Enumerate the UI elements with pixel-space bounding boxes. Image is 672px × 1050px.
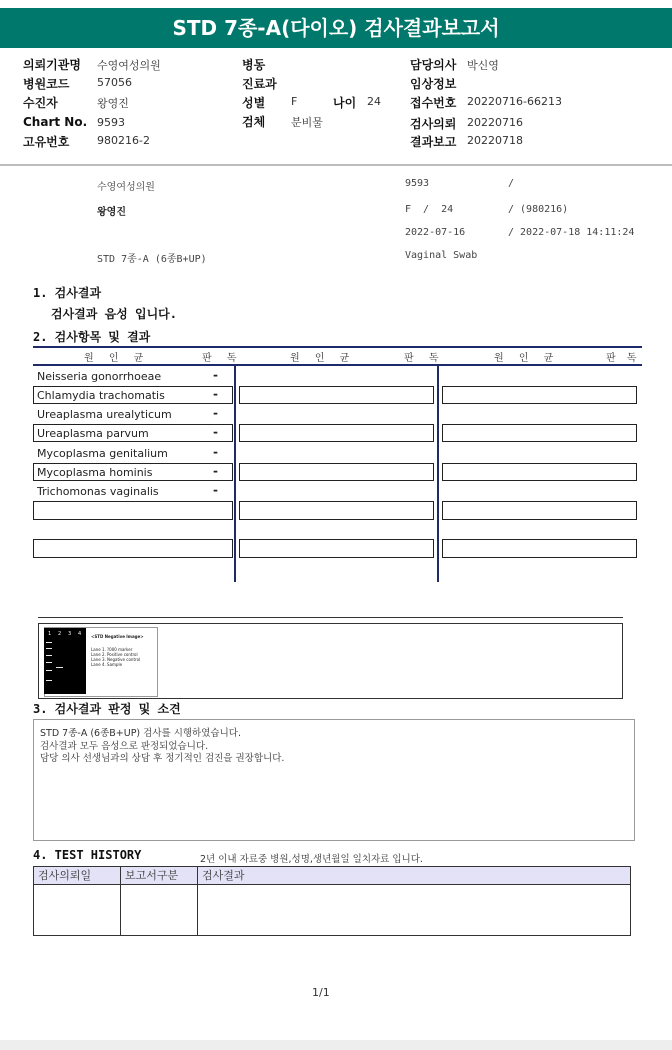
label-hospital-code: 병원코드 [23,77,70,91]
summary-reported: / 2022-07-18 14:11:24 [508,227,635,238]
organism-name: Mycoplasma genitalium [37,447,168,460]
section1-result: 검사결과 음성 입니다. [51,307,178,321]
organism-result: - [213,464,218,478]
label-receipt-no: 접수번호 [410,96,457,110]
value-hospital-code: 57056 [97,76,132,89]
organism-name: Chlamydia trachomatis [37,389,165,402]
history-table [33,866,631,936]
label-chart-no: Chart No. [23,115,88,129]
gel-band [56,667,63,668]
col-header-organism-1: 원 인 균 [84,353,150,364]
summary-id-code: / (980216) [508,204,569,215]
page-number: 1/1 [312,986,330,999]
report-title: STD 7종-A(다이오) 검사결과보고서 [0,8,672,48]
label-sex: 성별 [242,96,266,110]
results-table-top-rule [33,346,642,348]
organism-name: Mycoplasma hominis [37,466,153,479]
section4-title: 4. TEST HISTORY [33,848,142,862]
label-department: 진료과 [242,77,277,91]
result-box [33,539,233,558]
gel-lane-desc: Lane 4. Sample [91,662,123,667]
label-unique-no: 고유번호 [23,135,70,149]
value-patient: 왕영진 [97,97,129,110]
label-age: 나이 [333,96,357,110]
organism-result: - [213,483,218,497]
section3-title: 3. 검사결과 판정 및 소견 [33,702,181,716]
label-report-date: 결과보고 [410,135,457,149]
gel-band [46,655,52,656]
value-report-date: 20220718 [467,134,523,147]
lane-number: 1 [48,631,52,637]
results-col-divider-1 [234,364,236,582]
result-box [442,463,637,481]
summary-test-name: STD 7종-A (6종B+UP) [97,254,207,265]
history-col-request-date: 검사의뢰일 [33,866,121,885]
value-specimen: 분비물 [291,116,323,129]
col-header-result-2: 판 독 [404,353,445,364]
lane-number: 4 [78,631,82,637]
label-clinical-info: 임상정보 [410,77,457,91]
history-note: 2년 이내 자료중 병원,성명,생년월일 일치자료 입니다. [200,854,423,865]
organism-result: - [213,368,218,382]
summary-specimen: Vaginal Swab [405,250,478,261]
value-age: 24 [367,95,381,108]
label-request-date: 검사의뢰 [410,117,457,131]
label-ward: 병동 [242,58,266,72]
summary-patient: 왕영진 [97,207,126,218]
gel-band [46,670,52,671]
col-header-organism-2: 원 인 균 [290,353,356,364]
organism-result: - [213,445,218,459]
result-box [442,424,637,442]
header-divider [0,164,672,166]
result-box [442,501,637,520]
opinion-line: 담당 의사 선생님과의 상담 후 정기적인 검진을 권장합니다. [40,753,285,764]
result-box [239,539,434,558]
result-box [239,463,434,481]
organism-name: Neisseria gonorrhoeae [37,370,162,383]
value-institution: 수영여성의원 [97,59,161,72]
gel-band [46,680,52,681]
organism-name: Ureaplasma parvum [37,427,149,440]
value-doctor: 박신영 [467,59,499,72]
col-header-result-3: 판 독 [606,353,641,364]
organism-result: - [213,387,218,401]
result-box [442,386,637,404]
summary-slash: / [508,178,515,189]
organism-result: - [213,425,218,439]
value-unique-no: 980216-2 [97,134,150,147]
organism-name: Trichomonas vaginalis [37,485,159,498]
label-doctor: 담당의사 [410,58,457,72]
gel-lane-desc: Lane 2. Positive control [91,652,138,657]
header-info [0,52,672,162]
gel-lanes [44,628,86,694]
history-cell [33,884,121,936]
value-receipt-no: 20220716-66213 [467,95,562,108]
section2-title: 2. 검사항목 및 결과 [33,330,151,344]
col-header-result-1: 판 독 [202,353,243,364]
image-panel-rule [38,617,623,618]
gel-lane-desc: Lane 1. ?000 marker [91,647,133,652]
label-patient: 수진자 [23,96,58,110]
result-box [239,424,434,442]
value-request-date: 20220716 [467,116,523,129]
gel-title: <STD Negative Image> [91,634,144,639]
summary-chart: 9593 [405,178,430,189]
lane-number: 2 [58,631,62,637]
organism-name: Ureaplasma urealyticum [37,408,172,421]
summary-received: 2022-07-16 [405,227,466,238]
history-col-report-type: 보고서구분 [120,866,198,885]
result-box [239,386,434,404]
gel-band [46,642,52,643]
results-table-header-rule [33,364,642,366]
label-institution: 의뢰기관명 [23,58,81,72]
result-box [33,501,233,520]
opinion-line: 검사결과 모두 음성으로 판정되었습니다. [40,741,209,752]
page-footer-bar [0,1040,672,1050]
lane-number: 3 [68,631,72,637]
opinion-line: STD 7종-A (6종B+UP) 검사를 시행하였습니다. [40,728,241,739]
summary-sex-age: F / 24 [405,204,454,215]
gel-band [46,648,52,649]
col-header-organism-3: 원 인 균 [494,353,560,364]
gel-band [46,662,52,663]
value-chart-no: 9593 [97,116,125,129]
gel-lane-desc: Lane 3. Negative control [91,657,141,662]
label-specimen: 검체 [242,115,266,129]
history-cell [120,884,198,936]
results-col-divider-2 [437,364,439,582]
summary-clinic: 수영여성의원 [97,182,155,193]
history-cell [197,884,631,936]
result-box [239,501,434,520]
result-box [442,539,637,558]
value-sex: F [291,95,298,108]
history-col-result: 검사결과 [197,866,631,885]
section1-title: 1. 검사결과 [33,286,102,300]
organism-result: - [213,406,218,420]
